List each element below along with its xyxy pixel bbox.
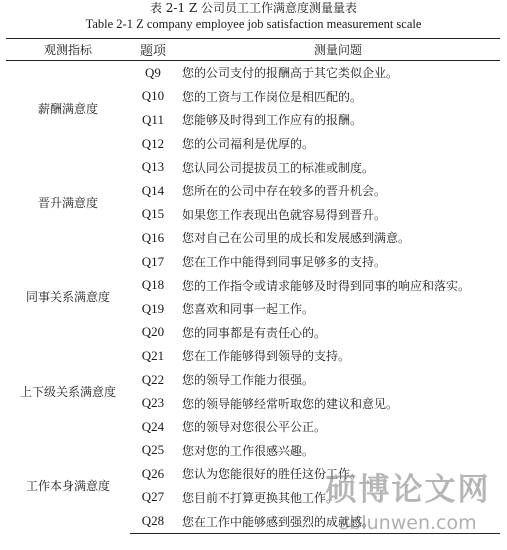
- item-id-cell: Q23: [141, 395, 165, 411]
- item-id-cell: Q26: [141, 465, 165, 481]
- dimension-cell: 工作本身满意度: [25, 479, 110, 494]
- question-text-cell: 您的工资与工作岗位是相匹配的。: [182, 89, 363, 104]
- table-header-row: [6, 39, 500, 61]
- item-id-cell: Q9: [145, 64, 161, 80]
- question-text-cell: 您的工作指令或请求能够及时得到同事的响应和落实。: [182, 278, 471, 293]
- question-text-cell: 您在工作中能得到同事足够多的支持。: [182, 255, 387, 270]
- question-text-cell: 您认为您能很好的胜任这份工作。: [182, 467, 363, 482]
- question-text-cell: 您的领导工作能力很强。: [182, 373, 315, 388]
- item-id-cell: Q18: [141, 277, 165, 293]
- item-id-cell: Q28: [130, 509, 176, 533]
- item-id-cell: Q24: [141, 418, 165, 434]
- question-text-cell: 您的领导能够经常听取您的建议和意见。: [182, 396, 399, 411]
- item-id-cell: Q16: [141, 229, 165, 245]
- question-text-cell: 您在工作能够得到领导的支持。: [182, 349, 351, 364]
- item-id-cell: Q19: [141, 300, 165, 316]
- dimension-cell: 同事关系满意度: [25, 290, 110, 305]
- item-id-cell: Q12: [141, 135, 165, 151]
- header-question: 测量问题: [176, 39, 500, 61]
- table-row: [6, 250, 500, 274]
- watermark-text: 硕博论文网: [325, 472, 491, 508]
- question-text-cell: 您的同事都是有责任心的。: [182, 325, 327, 340]
- dimension-cell: 晋升满意度: [37, 196, 98, 211]
- header-item: 题项: [130, 39, 176, 61]
- question-text-cell: 您目前不打算更换其他工作。: [182, 490, 339, 505]
- item-id-cell: Q15: [141, 206, 165, 222]
- dimension-cell: 薪酬满意度: [37, 101, 98, 116]
- question-text-cell: 您的公司支付的报酬高于其它类似企业。: [182, 66, 399, 81]
- item-id-cell: Q17: [141, 253, 165, 269]
- question-text-cell: 您对您的工作很感兴趣。: [182, 443, 315, 458]
- table-caption-chinese: 表 2-1 Z 公司员工工作满意度测量量表: [149, 1, 358, 15]
- satisfaction-scale-table: [6, 38, 500, 534]
- question-text-cell: 您认同公司提拔员工的标准或制度。: [182, 160, 375, 175]
- table-row: [6, 439, 500, 463]
- header-dimension: 观测指标: [6, 39, 130, 61]
- table-row: [6, 155, 500, 179]
- item-id-cell: Q27: [141, 489, 165, 505]
- dimension-cell: 上下级关系满意度: [19, 384, 116, 399]
- question-text-cell: 您所在的公司中存在较多的晋升机会。: [182, 184, 387, 199]
- item-id-cell: Q14: [141, 182, 165, 198]
- question-text-cell: 您在工作中能够感到强烈的成就感。: [176, 509, 500, 533]
- item-id-cell: Q13: [141, 159, 165, 175]
- question-text-cell: 您对自己在公司里的成长和发展感到满意。: [182, 231, 411, 246]
- question-text-cell: 您的领导对您很公平公正。: [182, 420, 327, 435]
- question-text-cell: 您喜欢和同事一起工作。: [182, 302, 315, 317]
- question-text-cell: 如果您工作表现出色就容易得到晋升。: [182, 207, 387, 222]
- watermark-url: sblunwen.com: [339, 512, 477, 534]
- table-caption-english: Table 2-1 Z company employee job satisfaction measurement scale: [85, 17, 422, 31]
- item-id-cell: Q21: [141, 347, 165, 363]
- table-body: [6, 61, 500, 534]
- item-id-cell: Q10: [141, 88, 165, 104]
- question-text-cell: 您的公司福利是优厚的。: [182, 137, 315, 152]
- table-row: [6, 61, 500, 85]
- item-id-cell: Q25: [141, 442, 165, 458]
- item-id-cell: Q22: [141, 371, 165, 387]
- question-text-cell: 您能够及时得到工作应有的报酬。: [182, 113, 363, 128]
- item-id-cell: Q11: [142, 111, 164, 127]
- item-id-cell: Q20: [141, 324, 165, 340]
- table-row: [6, 344, 500, 368]
